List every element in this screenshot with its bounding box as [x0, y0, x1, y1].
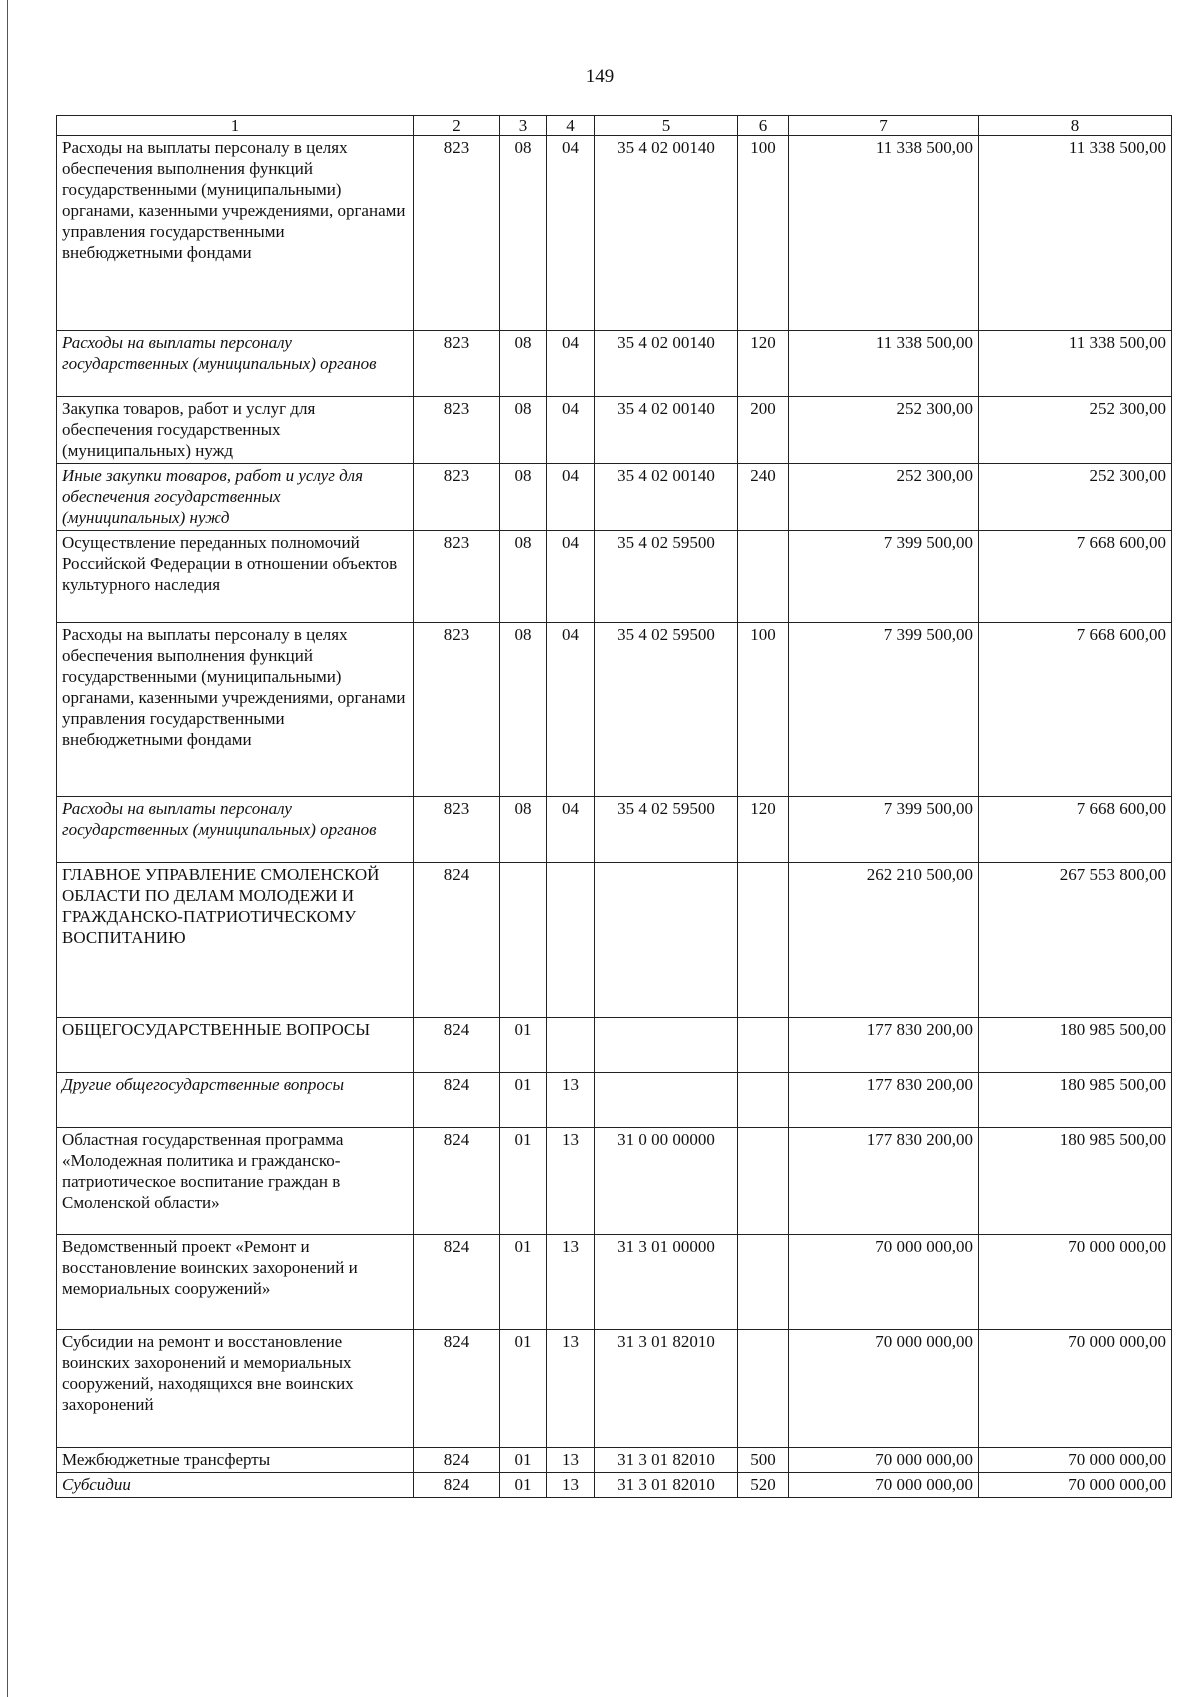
row-description: Иные закупки товаров, работ и услуг для обеспечения государственных (муниципальных) нужд: [57, 464, 414, 531]
cell-target-article: 31 3 01 82010: [595, 1473, 738, 1498]
cell-section-code: 08: [500, 797, 547, 863]
cell-amount-year-2: 70 000 000,00: [979, 1448, 1172, 1473]
cell-amount-year-1: 7 399 500,00: [789, 623, 979, 797]
table-row: [57, 1235, 1172, 1330]
cell-expense-type: [738, 1073, 789, 1128]
cell-expense-type: 120: [738, 797, 789, 863]
cell-amount-year-1: 262 210 500,00: [789, 863, 979, 1018]
cell-amount-year-2: 70 000 000,00: [979, 1235, 1172, 1330]
cell-department-code: 823: [414, 797, 500, 863]
cell-amount-year-1: 11 338 500,00: [789, 136, 979, 331]
table-row: [57, 797, 1172, 863]
cell-subsection-code: 13: [547, 1235, 595, 1330]
cell-amount-year-2: 180 985 500,00: [979, 1128, 1172, 1235]
table-row: [57, 397, 1172, 464]
cell-section-code: 08: [500, 623, 547, 797]
cell-target-article: 31 0 00 00000: [595, 1128, 738, 1235]
cell-subsection-code: 04: [547, 397, 595, 464]
left-margin-rule: [7, 0, 8, 1697]
cell-department-code: 824: [414, 1330, 500, 1448]
cell-amount-year-2: 267 553 800,00: [979, 863, 1172, 1018]
cell-target-article: 31 3 01 82010: [595, 1448, 738, 1473]
page-number: 149: [585, 66, 615, 87]
cell-expense-type: 520: [738, 1473, 789, 1498]
cell-department-code: 824: [414, 1473, 500, 1498]
cell-amount-year-2: 180 985 500,00: [979, 1018, 1172, 1073]
cell-target-article: 35 4 02 59500: [595, 797, 738, 863]
budget-table: [56, 115, 1172, 1498]
cell-expense-type: 100: [738, 623, 789, 797]
cell-amount-year-1: 70 000 000,00: [789, 1330, 979, 1448]
cell-section-code: 01: [500, 1073, 547, 1128]
row-description: Расходы на выплаты персоналу в целях обеспечения выполнения функций государственными (муниципальными) органами, казенными учреждениями, органами управления государственными внебюджетными фондами: [57, 136, 414, 331]
table-row: [57, 1330, 1172, 1448]
cell-amount-year-1: 70 000 000,00: [789, 1473, 979, 1498]
cell-target-article: [595, 1073, 738, 1128]
cell-subsection-code: 04: [547, 464, 595, 531]
cell-section-code: 01: [500, 1128, 547, 1235]
cell-subsection-code: 04: [547, 531, 595, 623]
cell-department-code: 823: [414, 531, 500, 623]
cell-department-code: 824: [414, 1448, 500, 1473]
cell-expense-type: [738, 1018, 789, 1073]
cell-subsection-code: 13: [547, 1073, 595, 1128]
table-row: [57, 136, 1172, 331]
cell-department-code: 824: [414, 1128, 500, 1235]
cell-subsection-code: 13: [547, 1473, 595, 1498]
cell-target-article: 31 3 01 82010: [595, 1330, 738, 1448]
table-body: [57, 136, 1172, 1498]
cell-department-code: 823: [414, 136, 500, 331]
cell-amount-year-2: 11 338 500,00: [979, 136, 1172, 331]
cell-amount-year-2: 252 300,00: [979, 464, 1172, 531]
cell-section-code: 01: [500, 1235, 547, 1330]
cell-target-article: 35 4 02 00140: [595, 136, 738, 331]
cell-expense-type: [738, 531, 789, 623]
cell-subsection-code: [547, 863, 595, 1018]
row-description: Осуществление переданных полномочий Российской Федерации в отношении объектов культурного наследия: [57, 531, 414, 623]
column-header: 3: [500, 116, 547, 136]
cell-target-article: 35 4 02 59500: [595, 623, 738, 797]
cell-target-article: [595, 863, 738, 1018]
cell-amount-year-1: 177 830 200,00: [789, 1073, 979, 1128]
row-description: Межбюджетные трансферты: [57, 1448, 414, 1473]
table-row: [57, 531, 1172, 623]
cell-amount-year-1: 70 000 000,00: [789, 1235, 979, 1330]
table-row: [57, 623, 1172, 797]
column-header: 1: [57, 116, 414, 136]
cell-amount-year-1: 177 830 200,00: [789, 1128, 979, 1235]
cell-subsection-code: 13: [547, 1128, 595, 1235]
cell-department-code: 824: [414, 1235, 500, 1330]
table-row: [57, 1018, 1172, 1073]
cell-section-code: 08: [500, 531, 547, 623]
table-row: [57, 863, 1172, 1018]
cell-expense-type: [738, 863, 789, 1018]
cell-expense-type: 240: [738, 464, 789, 531]
cell-expense-type: 500: [738, 1448, 789, 1473]
column-header: 6: [738, 116, 789, 136]
cell-expense-type: [738, 1128, 789, 1235]
cell-subsection-code: 13: [547, 1330, 595, 1448]
cell-section-code: 08: [500, 331, 547, 397]
column-header: 7: [789, 116, 979, 136]
row-description: Другие общегосударственные вопросы: [57, 1073, 414, 1128]
table-row: [57, 1128, 1172, 1235]
row-description: Субсидии: [57, 1473, 414, 1498]
column-header: 2: [414, 116, 500, 136]
cell-target-article: 35 4 02 00140: [595, 331, 738, 397]
cell-subsection-code: 04: [547, 797, 595, 863]
cell-section-code: 08: [500, 397, 547, 464]
row-description: ОБЩЕГОСУДАРСТВЕННЫЕ ВОПРОСЫ: [57, 1018, 414, 1073]
cell-target-article: 35 4 02 00140: [595, 397, 738, 464]
cell-section-code: [500, 863, 547, 1018]
row-description: Областная государственная программа «Молодежная политика и гражданско-патриотическое воспитание граждан в Смоленской области»: [57, 1128, 414, 1235]
cell-subsection-code: 04: [547, 623, 595, 797]
cell-amount-year-1: 70 000 000,00: [789, 1448, 979, 1473]
cell-target-article: 35 4 02 00140: [595, 464, 738, 531]
cell-expense-type: 120: [738, 331, 789, 397]
column-header: 5: [595, 116, 738, 136]
row-description: Расходы на выплаты персоналу государственных (муниципальных) органов: [57, 331, 414, 397]
cell-target-article: [595, 1018, 738, 1073]
cell-amount-year-2: 252 300,00: [979, 397, 1172, 464]
cell-amount-year-1: 252 300,00: [789, 464, 979, 531]
cell-department-code: 824: [414, 1073, 500, 1128]
row-description: Субсидии на ремонт и восстановление воинских захоронений и мемориальных сооружений, находящихся вне воинских захоронений: [57, 1330, 414, 1448]
column-header: 8: [979, 116, 1172, 136]
cell-amount-year-2: 70 000 000,00: [979, 1330, 1172, 1448]
table-header-row: [57, 116, 1172, 136]
cell-amount-year-2: 70 000 000,00: [979, 1473, 1172, 1498]
cell-amount-year-2: 7 668 600,00: [979, 623, 1172, 797]
cell-subsection-code: 13: [547, 1448, 595, 1473]
cell-section-code: 01: [500, 1018, 547, 1073]
cell-department-code: 823: [414, 331, 500, 397]
table-row: [57, 1073, 1172, 1128]
cell-amount-year-2: 7 668 600,00: [979, 797, 1172, 863]
cell-section-code: 01: [500, 1448, 547, 1473]
cell-section-code: 01: [500, 1330, 547, 1448]
cell-amount-year-2: 11 338 500,00: [979, 331, 1172, 397]
table-row: [57, 331, 1172, 397]
row-description: Закупка товаров, работ и услуг для обеспечения государственных (муниципальных) нужд: [57, 397, 414, 464]
row-description: Расходы на выплаты персоналу государственных (муниципальных) органов: [57, 797, 414, 863]
cell-subsection-code: 04: [547, 136, 595, 331]
cell-amount-year-1: 11 338 500,00: [789, 331, 979, 397]
row-description: ГЛАВНОЕ УПРАВЛЕНИЕ СМОЛЕНСКОЙ ОБЛАСТИ ПО ДЕЛАМ МОЛОДЕЖИ И ГРАЖДАНСКО-ПАТРИОТИЧЕСКОМУ ВОСПИТАНИЮ: [57, 863, 414, 1018]
cell-expense-type: [738, 1330, 789, 1448]
cell-department-code: 823: [414, 397, 500, 464]
cell-section-code: 08: [500, 136, 547, 331]
cell-amount-year-2: 180 985 500,00: [979, 1073, 1172, 1128]
column-header: 4: [547, 116, 595, 136]
cell-expense-type: 100: [738, 136, 789, 331]
cell-amount-year-1: 252 300,00: [789, 397, 979, 464]
row-description: Ведомственный проект «Ремонт и восстановление воинских захоронений и мемориальных сооружений»: [57, 1235, 414, 1330]
cell-section-code: 08: [500, 464, 547, 531]
cell-subsection-code: 04: [547, 331, 595, 397]
cell-section-code: 01: [500, 1473, 547, 1498]
row-description: Расходы на выплаты персоналу в целях обеспечения выполнения функций государственными (муниципальными) органами, казенными учреждениями, органами управления государственными внебюджетными фондами: [57, 623, 414, 797]
table-row: [57, 464, 1172, 531]
cell-amount-year-2: 7 668 600,00: [979, 531, 1172, 623]
cell-expense-type: [738, 1235, 789, 1330]
cell-target-article: 35 4 02 59500: [595, 531, 738, 623]
table-row: [57, 1473, 1172, 1498]
cell-amount-year-1: 177 830 200,00: [789, 1018, 979, 1073]
cell-department-code: 823: [414, 623, 500, 797]
cell-subsection-code: [547, 1018, 595, 1073]
cell-target-article: 31 3 01 00000: [595, 1235, 738, 1330]
cell-department-code: 824: [414, 863, 500, 1018]
cell-amount-year-1: 7 399 500,00: [789, 531, 979, 623]
cell-department-code: 823: [414, 464, 500, 531]
cell-department-code: 824: [414, 1018, 500, 1073]
cell-amount-year-1: 7 399 500,00: [789, 797, 979, 863]
table-row: [57, 1448, 1172, 1473]
cell-expense-type: 200: [738, 397, 789, 464]
